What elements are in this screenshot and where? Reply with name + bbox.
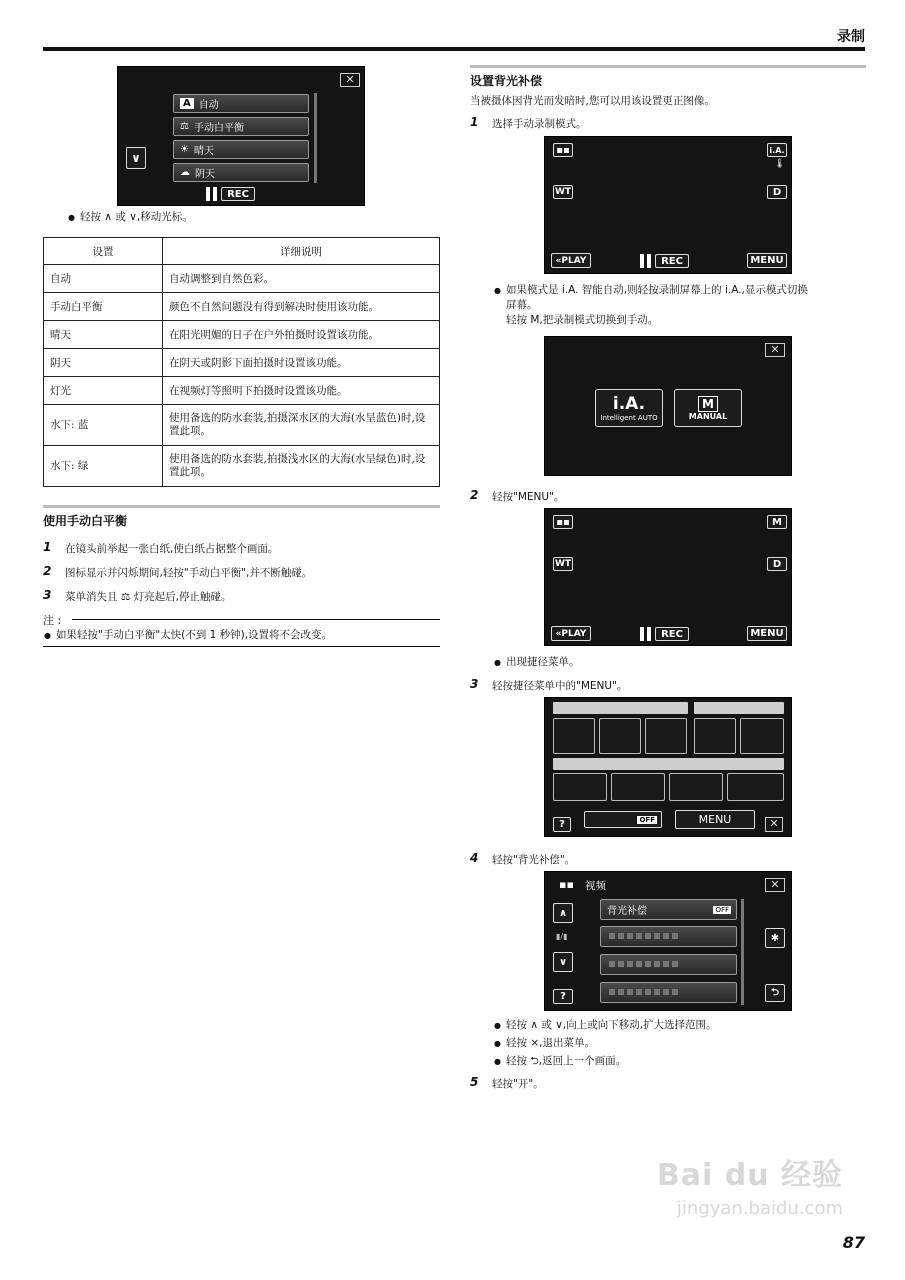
section-divider [43,505,440,508]
page-indicator: ▮/▮ [556,932,568,941]
shortcut-tile[interactable] [694,718,736,754]
section-divider [470,65,866,68]
intelligent-auto-button[interactable] [595,389,663,427]
backlight-step-2 [470,489,866,505]
shortcut-group-header [694,702,784,714]
backlight-title: 设置背光补偿 [470,74,543,88]
shortcut-tile[interactable] [599,718,641,754]
pause-icon [640,627,651,641]
shortcut-tile[interactable] [553,773,607,801]
off-badge: OFF [715,905,729,914]
table-row [44,446,440,487]
step-text: 轻按捷径菜单中的"MENU"。 [492,680,628,692]
table-cell: 自动调整到自然色彩。 [163,265,440,293]
menu-item-blurred[interactable] [600,926,737,947]
wb-menu-screen [117,66,365,206]
manual-big-label: M [698,396,718,412]
help-button[interactable]: ? [553,989,573,1004]
back-icon[interactable]: ⮌ [765,984,785,1002]
scrollbar[interactable] [741,899,744,1005]
page-header-title: 录制 [837,29,865,45]
scrollbar[interactable] [314,93,317,183]
table-cell: 颜色不自然问题没有得到解决时使用该功能。 [163,293,440,321]
step-text: 选择手动录制模式。 [492,118,587,130]
backlight-step-4 [470,852,866,868]
shortcut-tile[interactable] [611,773,665,801]
table-row [44,293,440,321]
wb-item-manual[interactable] [173,117,309,136]
table-cell: 手动白平衡 [44,293,163,321]
video-camera-icon: ▪▪ [559,878,574,891]
thermometer-icon: 🌡 [774,159,786,169]
pause-icon [640,254,651,268]
step1-note-line3: 轻按 M,把录制模式切换到手动。 [506,314,659,326]
step-text: 菜单消失且 ⚖ 灯亮起后,停止触碰。 [65,591,232,603]
close-icon[interactable]: ✕ [765,817,783,832]
table-cell: 使用备选的防水套装,拍摄浅水区的大海(水呈绿色)时,设置此项。 [163,446,440,487]
step4-note-3: ● 轻按 ⮌,返回上一个画面。 [506,1054,626,1069]
step4-note-1: ● 轻按 ∧ 或 ∨,向上或向下移动,扩大选择范围。 [506,1018,717,1033]
rec-button[interactable]: REC [221,187,255,201]
step1-note-line1: ● 如果模式是 i.A. 智能自动,则轻按录制屏幕上的 i.A.,显示模式切换 [506,283,808,298]
table-header-row [44,238,440,265]
wb-item-sunny[interactable] [173,140,309,159]
table-cell: 晴天 [44,321,163,349]
m-button[interactable]: M [767,515,787,529]
backlight-step-3 [470,678,866,694]
record-screen-ia [544,136,792,274]
step1-note-line2: 屏幕。 [506,299,538,311]
step-number: 4 [470,851,479,865]
video-mode-icon[interactable]: ▪▪ [553,515,573,529]
table-header: 详细说明 [163,238,440,265]
shortcut-tile[interactable] [669,773,723,801]
note-rule-top [72,619,440,620]
step-text: 轻按"背光补偿"。 [492,854,576,866]
ia-big-label: i.A. [612,394,646,414]
table-cell: 灯光 [44,377,163,405]
step-number: 2 [470,488,479,502]
close-icon[interactable]: ✕ [340,73,360,87]
table-cell: 水下: 蓝 [44,405,163,446]
wb-cursor-note: ● 轻按 ∧ 或 ∨,移动光标。 [80,210,193,225]
cloud-icon: ☁ [180,167,190,178]
backlight-step-1 [470,116,866,132]
wt-button[interactable]: WT [554,559,572,569]
table-cell: 阴天 [44,349,163,377]
backlight-intro: 当被摄体因背光而发暗时,您可以用该设置更正图像。 [470,95,715,107]
shortcut-menu-screen [544,697,792,837]
d-button[interactable]: D [767,185,787,199]
table-header: 设置 [44,238,163,265]
rec-control[interactable] [640,627,689,641]
video-menu-screen [544,871,792,1011]
table-cell: 自动 [44,265,163,293]
wb-item-label: 阴天 [195,169,215,180]
video-mode-icon[interactable]: ▪▪ [553,143,573,157]
manual-wb-note: ● 如果轻按"手动白平衡"太快(不到 1 秒钟),设置将不会改变。 [56,628,332,643]
step4-note-2: ● 轻按 ×,退出菜单。 [506,1036,595,1051]
shortcut-tile[interactable] [727,773,784,801]
rec-control[interactable] [640,254,689,268]
page-number: 87 [842,1233,865,1252]
ia-mode-button[interactable]: i.A. [767,143,787,157]
step-number: 1 [43,540,52,554]
menu-button[interactable]: MENU [747,253,787,268]
blurred-label [609,989,679,995]
table-row [44,405,440,446]
wt-button[interactable]: WT [554,187,572,197]
down-arrow-button[interactable]: ∨ [126,147,146,169]
rec-button[interactable]: REC [655,627,689,641]
video-menu-header: 视频 [585,880,606,892]
wb-item-auto[interactable] [173,94,309,113]
ia-sub-label: Intelligent AUTO [600,414,658,422]
shortcut-group-header [553,758,784,770]
down-arrow-button[interactable]: ∨ [553,952,573,972]
wb-item-label: 自动 [198,100,219,111]
rec-control[interactable] [206,187,255,201]
step2-note: ● 出现捷径菜单。 [506,655,580,670]
menu-button[interactable]: MENU [747,626,787,641]
help-button[interactable]: ? [553,817,571,832]
shortcut-tile[interactable] [645,718,687,754]
wb-settings-table [43,237,440,487]
table-cell: 在视频灯等照明下拍摄时设置该功能。 [163,377,440,405]
menu-item-blurred[interactable] [600,954,737,975]
manual-button[interactable] [674,389,742,427]
step-text: 轻按"开"。 [492,1078,544,1090]
auto-icon: A [180,98,194,109]
step-text: 图标显示并闪烁期间,轻按"手动白平衡",并不断触碰。 [65,567,313,579]
close-icon[interactable]: ✕ [765,878,785,892]
note-label: 注 : [43,614,62,627]
step-number: 1 [470,115,479,129]
play-button[interactable]: «PLAY [551,253,591,268]
backlight-item-label: 背光补偿 [607,906,647,917]
manual-sub-label: MANUAL [688,411,728,421]
table-cell: 水下: 绿 [44,446,163,487]
manual-wb-title: 使用手动白平衡 [43,514,128,528]
table-row [44,321,440,349]
table-row [44,349,440,377]
blurred-label [609,933,679,939]
backlight-step-5 [470,1076,866,1092]
manual-wb-step-2 [43,565,440,581]
step-text: 在镜头前举起一张白纸,使白纸占据整个画面。 [65,543,279,555]
gear-icon[interactable]: ✱ [765,928,785,948]
note-rule-bottom [43,646,440,647]
wb-item-cloudy[interactable] [173,163,309,182]
step-number: 2 [43,564,52,578]
step-text: 轻按"MENU"。 [492,491,565,503]
menu-item-blurred[interactable] [600,982,737,1003]
table-cell: 在阴天或阴影下面拍摄时设置该功能。 [163,349,440,377]
table-cell: 使用备选的防水套装,拍摄深水区的大海(水呈蓝色)时,设置此项。 [163,405,440,446]
up-arrow-button[interactable]: ∧ [553,903,573,923]
play-button[interactable]: «PLAY [551,626,591,641]
watermark-line1: Bai du 经验 [656,1158,843,1193]
shortcut-group-header [553,702,688,714]
backlight-menu-item[interactable] [600,899,737,920]
watermark-line2: jingyan.baidu.com [676,1198,843,1219]
manual-wb-step-3 [43,589,440,605]
mode-switch-screen [544,336,792,476]
sun-icon: ☀ [180,144,189,155]
wb-item-label: 手动白平衡 [193,123,244,134]
shortcut-tile[interactable] [740,718,784,754]
menu-button[interactable]: MENU [675,810,755,829]
manual-wb-icon: ⚖ [180,121,189,132]
blurred-label [609,961,679,967]
step-number: 3 [470,677,479,691]
manual-wb-step-1 [43,541,440,557]
baidu-watermark [657,1150,843,1219]
table-row [44,377,440,405]
off-toggle-button[interactable] [584,811,662,828]
wb-item-label: 晴天 [193,146,214,157]
close-icon[interactable]: ✕ [765,343,785,357]
shortcut-tile[interactable] [553,718,595,754]
d-button[interactable]: D [767,557,787,571]
pause-icon [206,187,217,201]
table-row [44,265,440,293]
table-cell: 在阳光明媚的日子在户外拍摄时设置该功能。 [163,321,440,349]
record-screen-manual [544,508,792,646]
rec-button[interactable]: REC [655,254,689,268]
step-number: 5 [470,1075,479,1089]
off-badge: OFF [639,815,655,824]
header-rule [43,47,865,51]
step-number: 3 [43,588,52,602]
